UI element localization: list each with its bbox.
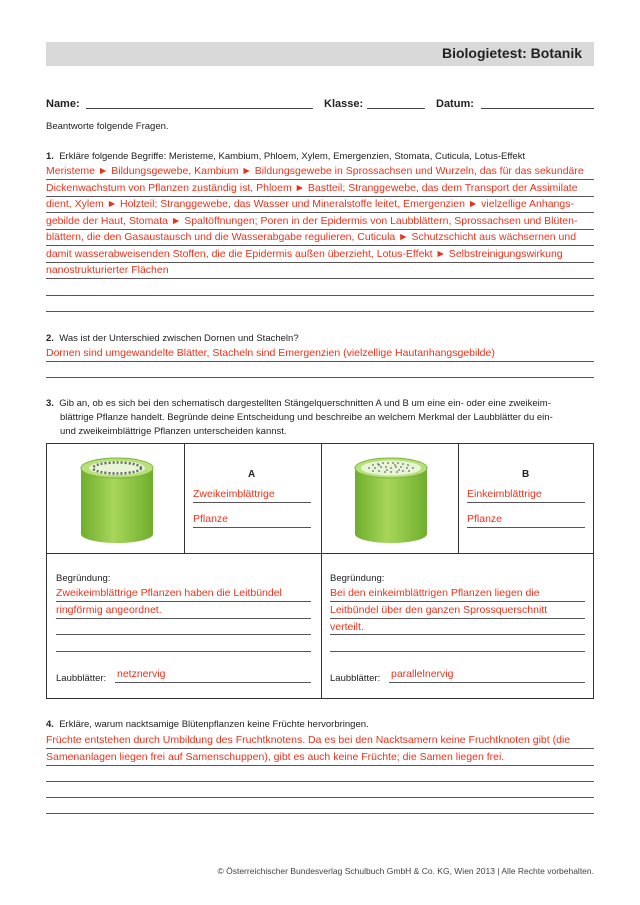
laub-a-answer: netznervig [117, 668, 166, 680]
divider [321, 444, 322, 699]
answer-line [46, 377, 594, 378]
name-label: Name: [46, 98, 80, 110]
answer-line [46, 212, 594, 213]
answer-line [46, 765, 594, 766]
q1-prompt [46, 150, 525, 164]
q1-answer-line: nanostrukturierter Flächen [46, 264, 169, 276]
begruendung-b-answer: Bei den einkeimblättrigen Pflanzen liegen die [330, 587, 540, 599]
answer-line [389, 682, 585, 683]
stem-b-answer: Pflanze [467, 513, 503, 525]
answer-line [46, 278, 594, 279]
answer-line [46, 179, 594, 180]
begruendung-b-answer: Leitbündel über den ganzen Sprossquerschnitt [330, 604, 548, 616]
answer-line [56, 651, 311, 652]
answer-line [330, 634, 585, 635]
q4-answer-line: Früchte entstehen durch Umbildung des Fruchtknotens. Da es bei den Nacktsamern keine Fruchtknoten gibt (die [46, 734, 571, 746]
answer-line [193, 502, 311, 503]
q4-text: Erkläre, warum nacktsamige Blütenpflanzen keine Früchte hervorbringen. [59, 719, 369, 730]
begruendung-a-label: Begründung: [56, 573, 111, 584]
divider [47, 553, 593, 554]
stem-a-answer: Pflanze [193, 513, 229, 525]
answer-line [46, 295, 594, 296]
answer-line [56, 634, 311, 635]
q1-answer-line: blättern, die den Gasaustausch und die Wasserabgabe regulieren, Cuticula ► Schutzschicht aus wächsernen und [46, 231, 577, 243]
stem-table [46, 443, 594, 699]
stem-a-illustration [77, 452, 157, 546]
q2-prompt [46, 332, 299, 346]
header-bar [46, 42, 594, 66]
stem-a-answer: Zweikeimblättrige [193, 488, 275, 500]
q1-answer-line: Dickenwachstum von Pflanzen zuständig ist, Phloem ► Bastteil; Stranggewebe, das dem Transport der Assimilate [46, 181, 578, 194]
q1-answer-line: Meristeme ► Bildungsgewebe, Kambium ► Bildungsgewebe in Sprossachsen und Wurzeln, das für das sekundäre [46, 165, 584, 177]
answer-line [46, 196, 594, 197]
divider [184, 444, 185, 553]
answer-line [193, 527, 311, 528]
q1-number: 1. [46, 151, 54, 162]
divider [458, 444, 459, 553]
answer-line [467, 527, 585, 528]
datum-label: Datum: [436, 98, 474, 110]
laub-a-label: Laubblätter: [56, 673, 107, 684]
answer-line [46, 262, 594, 263]
q1-answer-line: dient, Xylem ► Holzteil; Stranggewebe, das Wasser und Mineralstoffe leitet, Emergenzien ► vielzellige Anhangs- [46, 198, 574, 210]
q2-number: 2. [46, 333, 54, 344]
answer-line [46, 797, 594, 798]
answer-line [46, 813, 594, 814]
answer-line [115, 682, 311, 683]
q2-text: Was ist der Unterschied zwischen Dornen und Stacheln? [59, 333, 299, 344]
name-field[interactable] [86, 108, 313, 109]
answer-line [46, 361, 594, 362]
answer-line [46, 748, 594, 749]
stem-b-answer: Einkeimblättrige [467, 488, 542, 500]
q2-answer: Dornen sind umgewandelte Blätter, Stacheln sind Emergenzien (vielzellige Hautanhangsgebilde) [46, 347, 495, 359]
datum-field[interactable] [481, 108, 594, 109]
begruendung-a-answer: Zweikeimblättrige Pflanzen haben die Leitbündel [56, 587, 282, 599]
answer-line [56, 618, 311, 619]
answer-line [46, 781, 594, 782]
answer-line [46, 229, 594, 230]
begruendung-b-answer: verteilt. [330, 621, 364, 633]
q1-text: Erkläre folgende Begriffe: Meristeme, Kambium, Phloem, Xylem, Emergenzien, Stomata, Cuticula, Lotus-Effekt [59, 151, 526, 162]
intro-text: Beantworte folgende Fragen. [46, 121, 169, 132]
q3-text-line: blättrige Pflanze handelt. Begründe deine Entscheidung und beschreibe an welchem Merkmal der Laubblätter du ein- [60, 412, 553, 423]
footer-copyright: © Österreichischer Bundesverlag Schulbuch GmbH & Co. KG, Wien 2013 | Alle Rechte vorbehalten. [217, 866, 594, 876]
q4-number: 4. [46, 719, 54, 730]
begruendung-b-label: Begründung: [330, 573, 385, 584]
stem-a-label: A [248, 469, 256, 480]
answer-line [46, 245, 594, 246]
q4-prompt [46, 718, 369, 732]
q3-prompt [46, 397, 594, 439]
q3-text-line: Gib an, ob es sich bei den schematisch dargestellten Stängelquerschnitten A und B um eine ein- oder eine zweikeim- [59, 398, 551, 409]
answer-line [330, 618, 585, 619]
page-title: Biologietest: Botanik [441, 45, 582, 61]
q3-text-line: und zweikeimblättrige Pflanzen unterscheiden kannst. [60, 426, 287, 437]
stem-b-label: B [522, 469, 530, 480]
stem-b-illustration [351, 452, 431, 546]
q3-number: 3. [46, 398, 54, 409]
q1-answer-line: damit wasserabweisenden Stoffen, die die Epidermis außen überzieht, Lotus-Effekt ► Selbstreinigungswirkung [46, 247, 563, 260]
laub-b-answer: parallelnervig [391, 668, 454, 680]
answer-line [467, 502, 585, 503]
begruendung-a-answer: ringförmig angeordnet. [56, 604, 162, 616]
q1-answer-line: gebilde der Haut, Stomata ► Spaltöffnungen; Poren in der Epidermis von Laubblättern, Sprossachsen und Blüten- [46, 214, 578, 227]
answer-line [46, 311, 594, 312]
answer-line [330, 651, 585, 652]
klasse-field[interactable] [367, 108, 425, 109]
laub-b-label: Laubblätter: [330, 673, 381, 684]
q4-answer-line: Samenanlagen liegen frei auf Samenschuppen), gibt es auch keine Früchte; die Samen liegen frei. [46, 750, 505, 763]
klasse-label: Klasse: [324, 98, 364, 110]
